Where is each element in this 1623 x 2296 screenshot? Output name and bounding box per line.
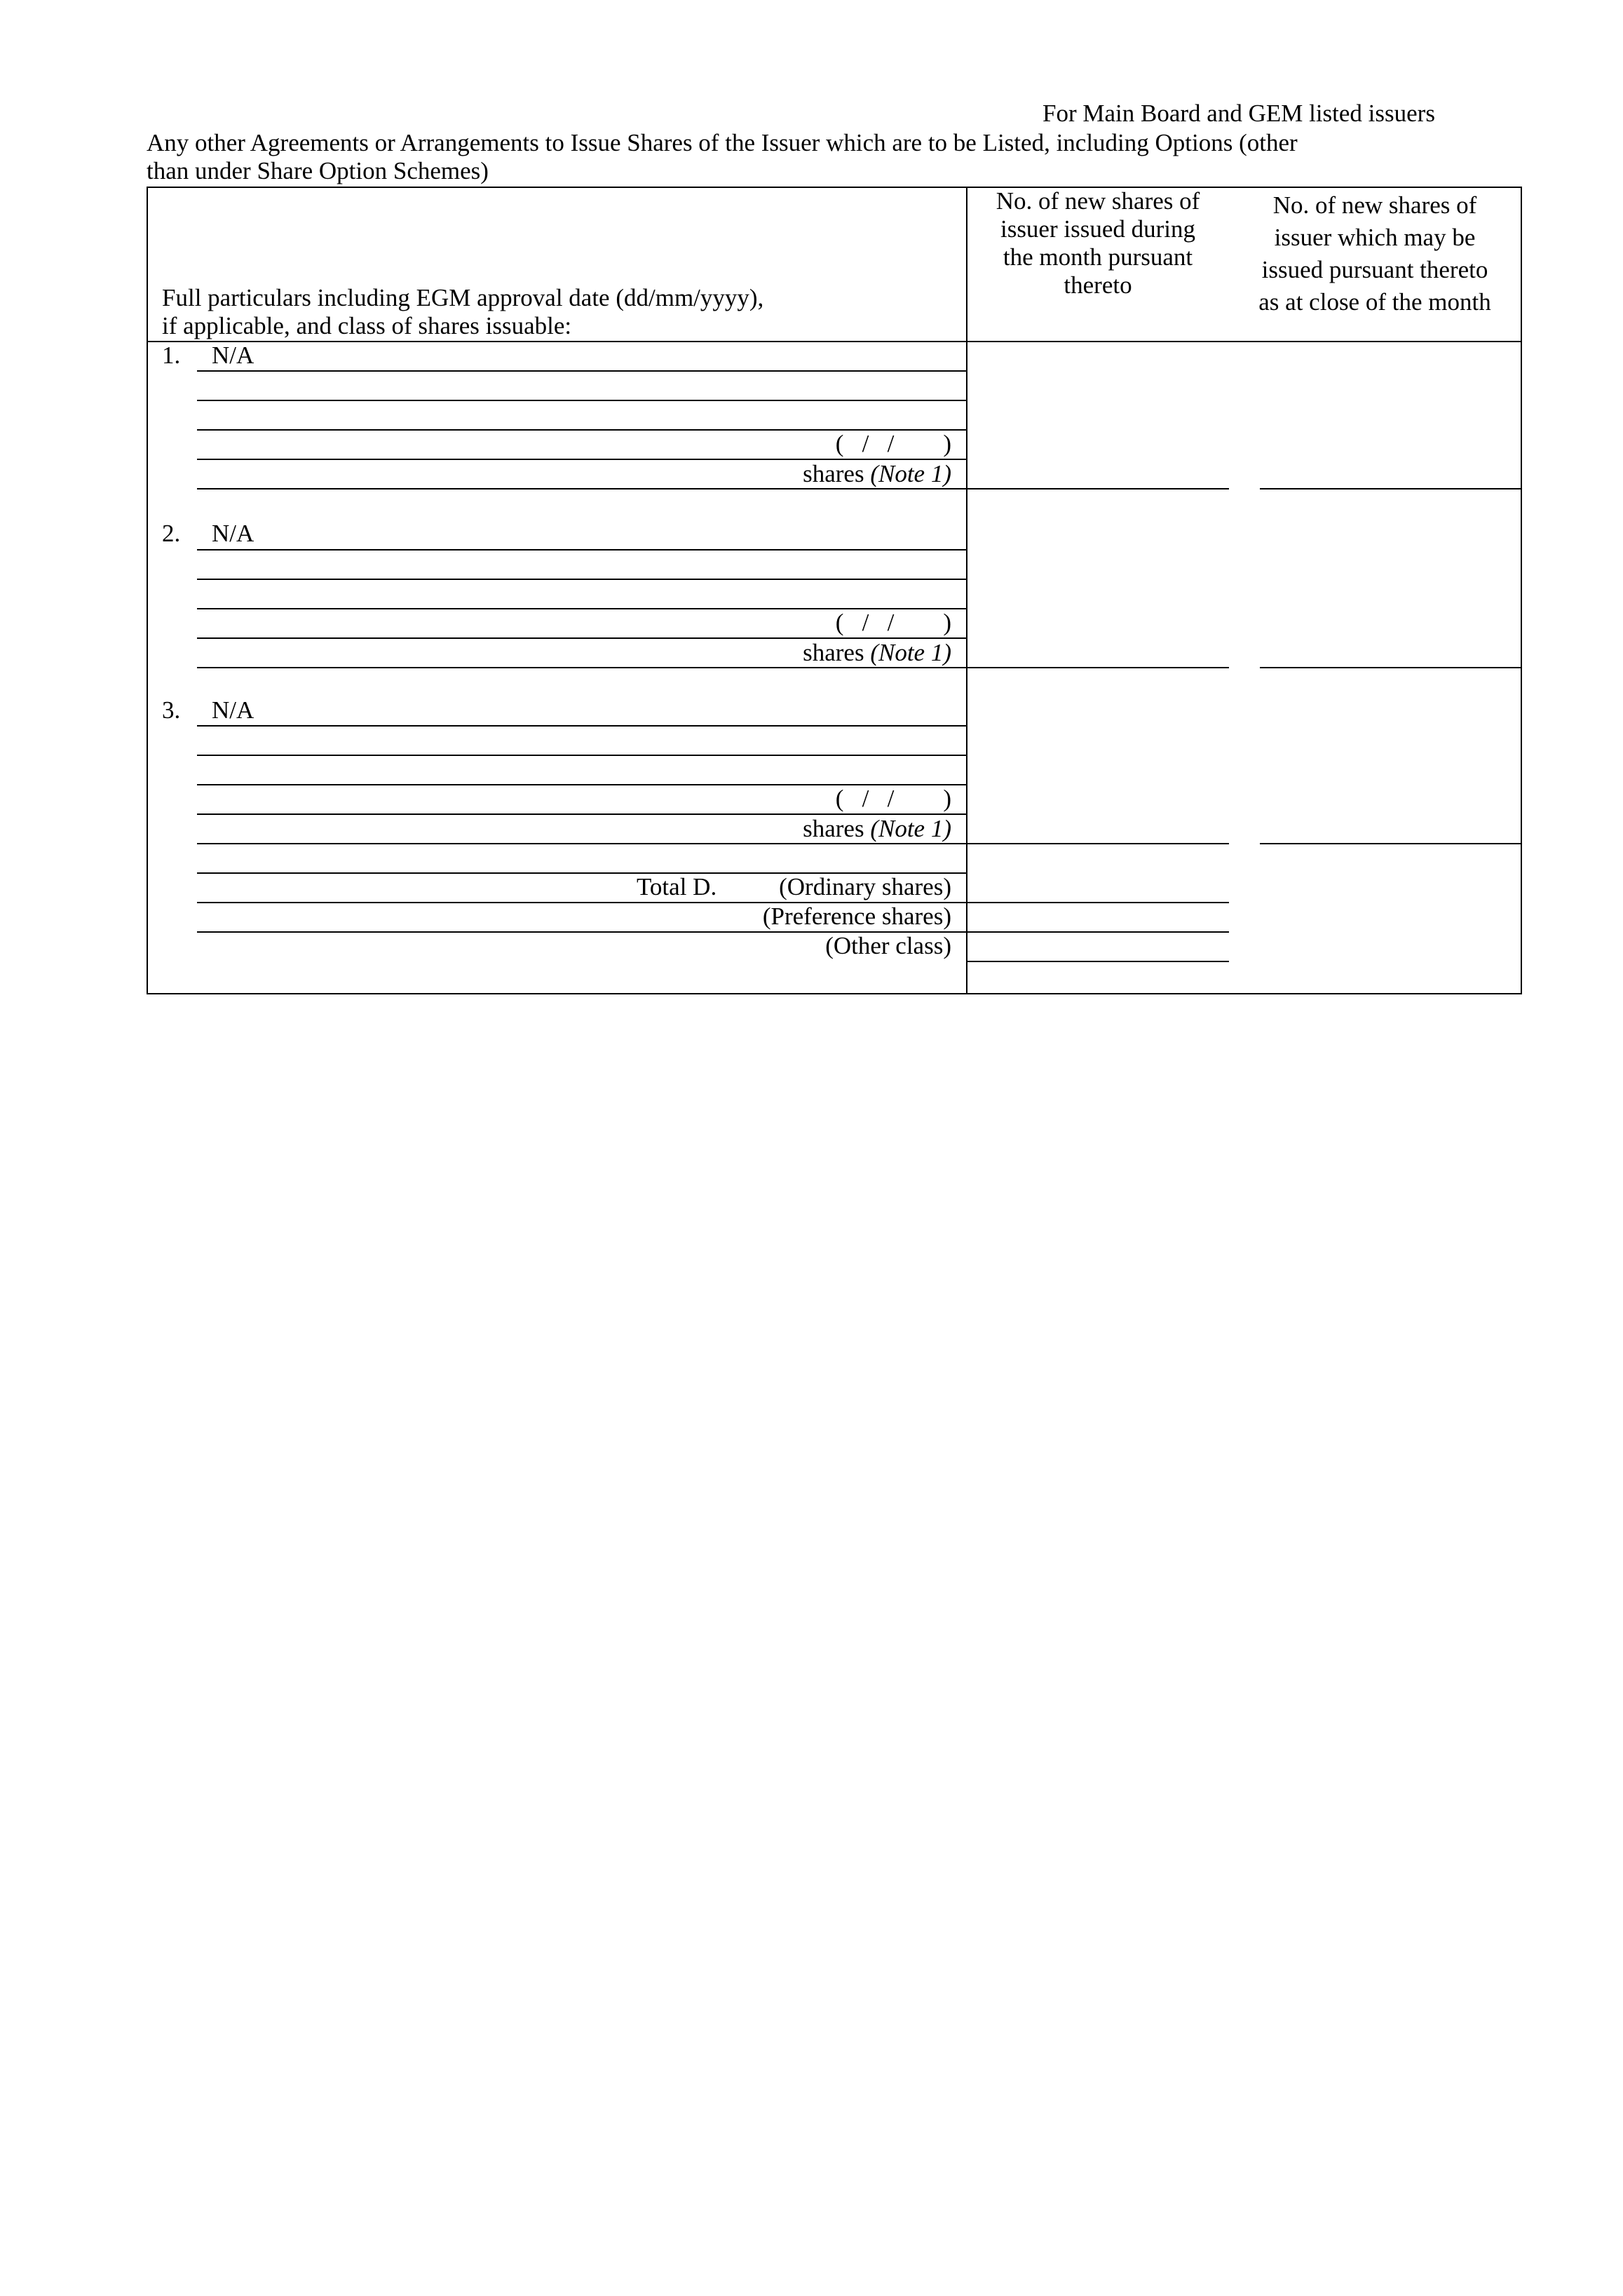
entry-line[interactable] (197, 400, 966, 401)
entry-line[interactable] (197, 843, 966, 844)
note-ref: (Note 1) (870, 460, 951, 487)
issuable-amount-line[interactable] (1260, 488, 1521, 489)
table-column-divider (966, 187, 967, 994)
issued-during-month-header (967, 187, 1228, 299)
issued-header-line: thereto (1064, 271, 1132, 299)
issuable-header-line: issued pursuant thereto (1261, 256, 1488, 283)
entry-line[interactable] (197, 579, 966, 580)
issuable-amount-line[interactable] (1260, 843, 1521, 844)
particulars-header-line1: Full particulars including EGM approval date (dd/mm/yyyy), (162, 284, 764, 311)
shares-note-label (197, 815, 951, 843)
issuable-header-line: as at close of the month (1258, 288, 1491, 316)
item-text: N/A (212, 696, 254, 724)
shares-label: shares (803, 639, 864, 666)
item-number: 2. (162, 520, 181, 547)
total-ordinary-label: (Ordinary shares) (779, 873, 951, 900)
shares-label: shares (803, 815, 864, 842)
total-other-label: (Other class) (825, 932, 951, 959)
issuable-header-line: No. of new shares of (1272, 191, 1477, 219)
issued-amount-line[interactable] (967, 843, 1229, 844)
issuable-header (1237, 189, 1512, 318)
issued-header-line: No. of new shares of (996, 187, 1200, 215)
particulars-header-line2: if applicable, and class of shares issuable: (162, 312, 572, 339)
note-ref: (Note 1) (870, 639, 951, 666)
header-row-divider (147, 341, 1522, 342)
issued-amount-line[interactable] (967, 488, 1229, 489)
issued-amount-line[interactable] (967, 667, 1229, 668)
table-border-bottom (147, 993, 1522, 994)
date-placeholder[interactable]: ( / / ) (835, 609, 951, 636)
entry-line[interactable] (197, 549, 966, 551)
item-text: N/A (212, 342, 254, 369)
issuable-header-line: issuer which may be (1274, 224, 1476, 251)
shares-label: shares (803, 460, 864, 487)
table-border-left (147, 187, 148, 994)
total-ordinary-amount-line[interactable] (967, 902, 1229, 903)
item-number: 1. (162, 342, 181, 369)
entry-line[interactable] (197, 755, 966, 756)
total-other-amount-line[interactable] (967, 961, 1229, 962)
entry-line[interactable] (197, 667, 966, 668)
table-border-right (1521, 187, 1522, 994)
issued-header-line: issuer issued during (1000, 215, 1196, 243)
entry-line[interactable] (197, 370, 966, 372)
section-title-line2: than under Share Option Schemes) (147, 157, 489, 184)
shares-note-label (197, 639, 951, 667)
total-label: Total D. (637, 873, 717, 900)
note-ref: (Note 1) (870, 815, 951, 842)
entry-line[interactable] (197, 488, 966, 489)
total-preference-amount-line[interactable] (967, 931, 1229, 933)
item-number: 3. (162, 696, 181, 724)
board-note: For Main Board and GEM listed issuers (1043, 100, 1435, 127)
entry-line[interactable] (197, 725, 966, 727)
table-border-top (147, 187, 1522, 188)
issued-header-line: the month pursuant (1003, 243, 1193, 271)
issuable-amount-line[interactable] (1260, 667, 1521, 668)
shares-note-label (197, 460, 951, 488)
section-title-line1: Any other Agreements or Arrangements to Issue Shares of the Issuer which are to be Listed, including Options (other (147, 129, 1298, 156)
date-placeholder[interactable]: ( / / ) (835, 430, 951, 457)
date-placeholder[interactable]: ( / / ) (835, 785, 951, 812)
item-text: N/A (212, 520, 254, 547)
total-preference-label: (Preference shares) (762, 903, 951, 930)
